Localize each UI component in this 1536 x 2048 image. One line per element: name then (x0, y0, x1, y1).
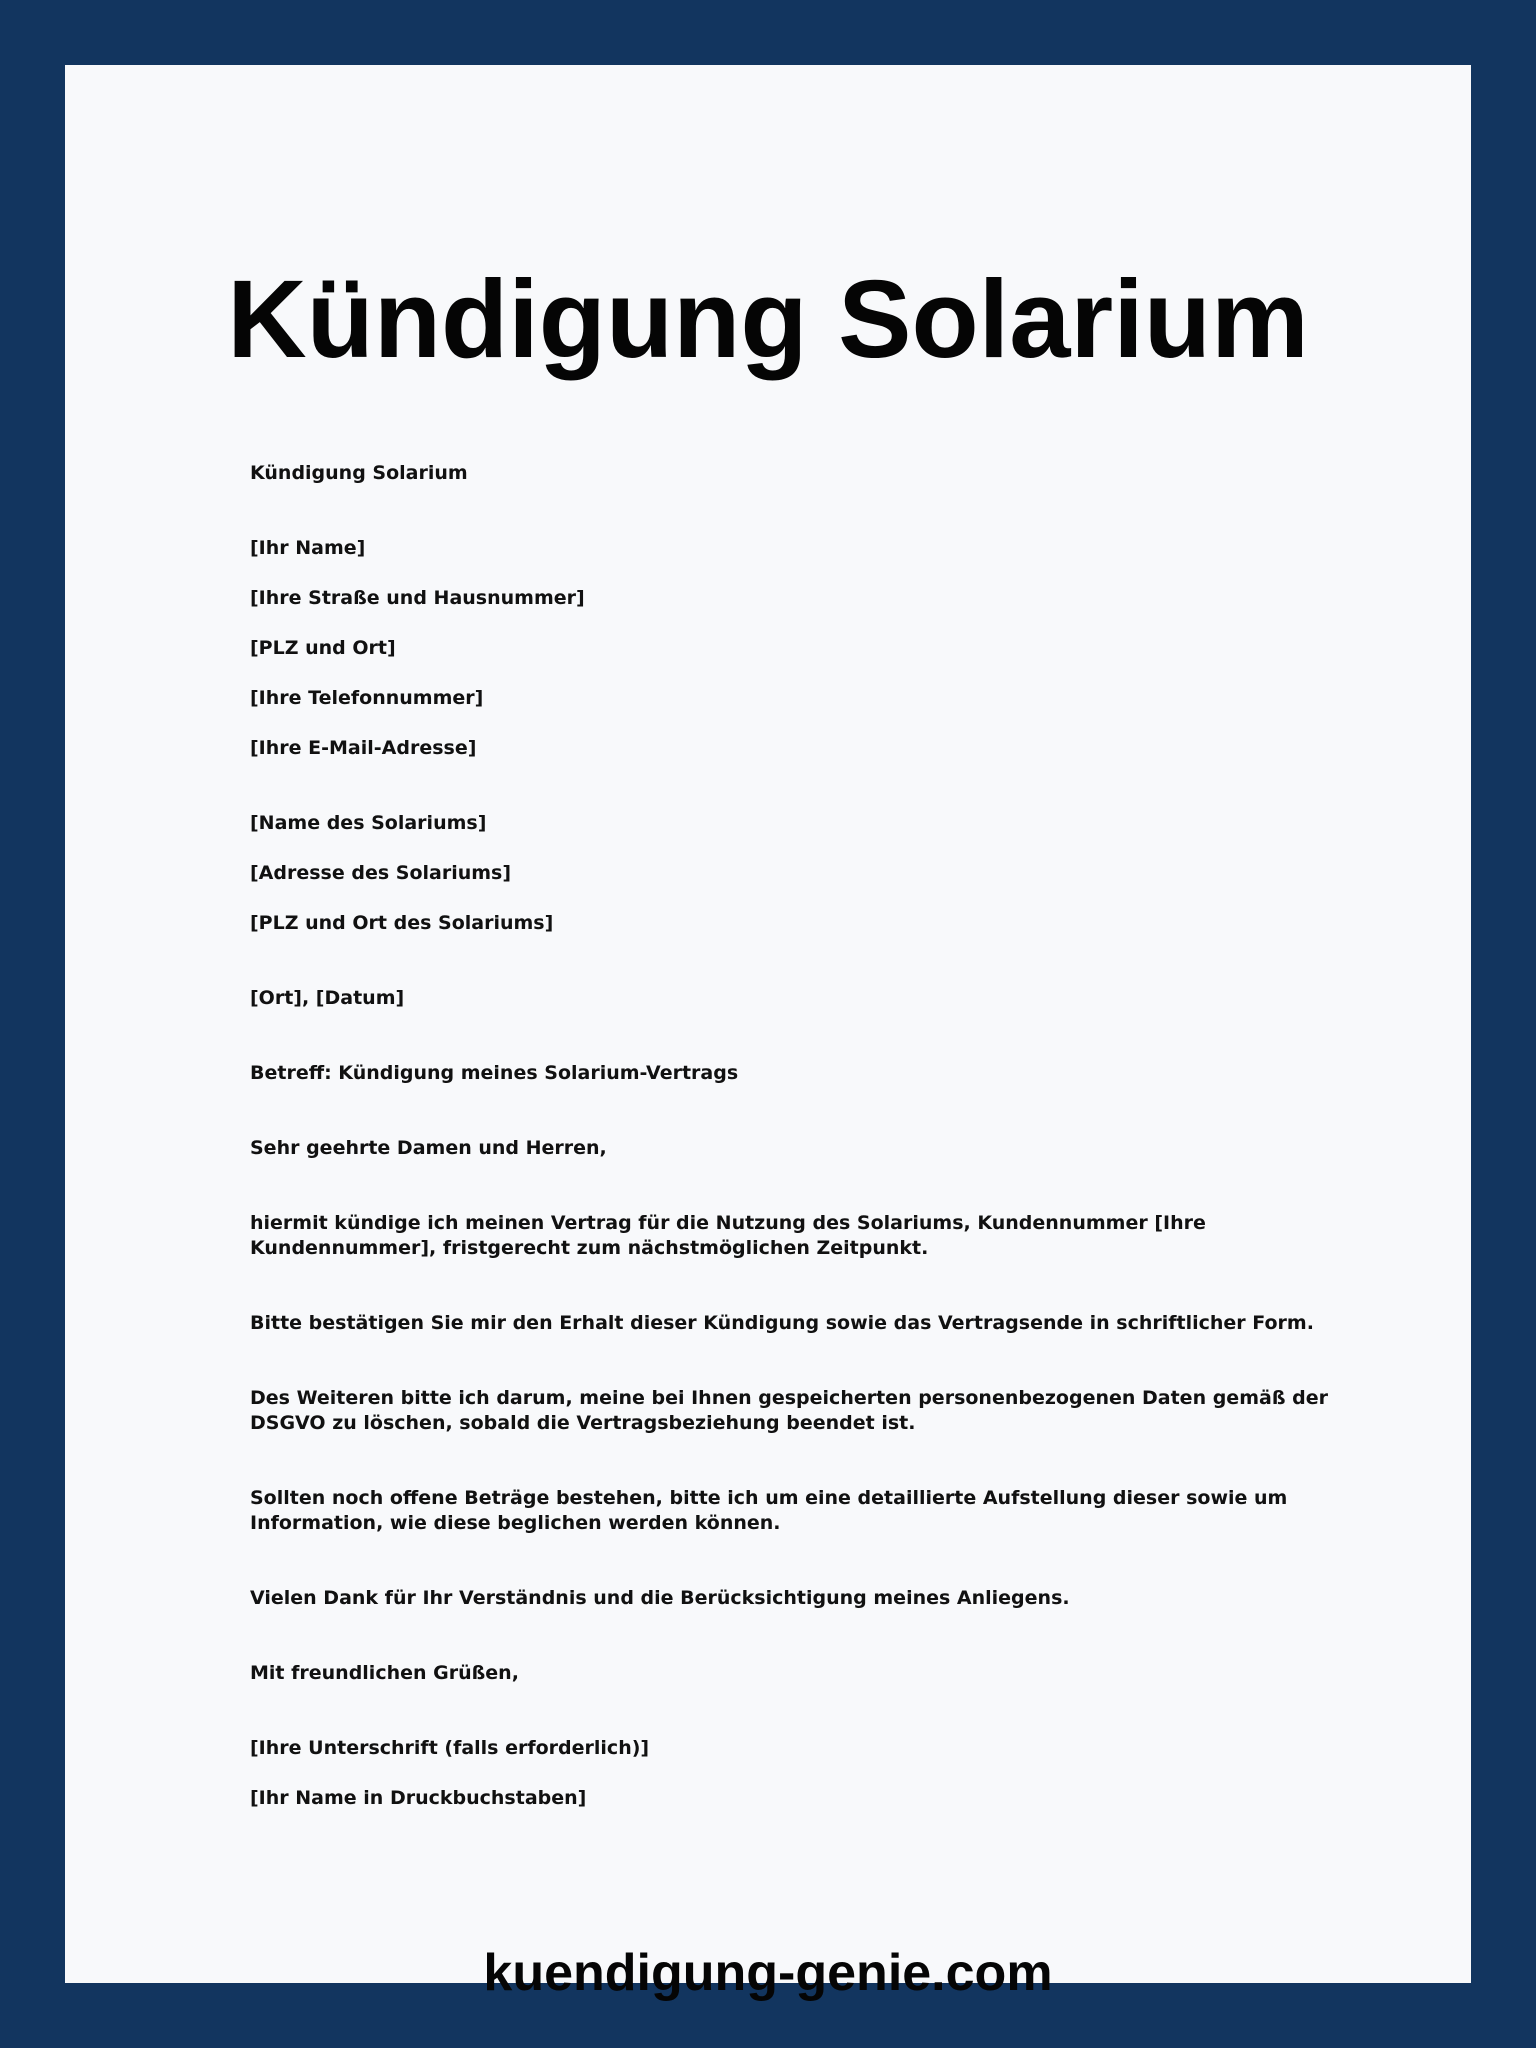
sender-city: [PLZ und Ort] (250, 637, 396, 659)
subject-line: Betreff: Kündigung meines Solarium-Vertrags (250, 1062, 739, 1084)
printed-name: [Ihr Name in Druckbuchstaben] (250, 1787, 587, 1809)
document-page (65, 65, 1471, 2002)
recipient-name: [Name des Solariums] (250, 812, 487, 834)
body-paragraph: hiermit kündige ich meinen Vertrag für die Nutzung des Solariums, Kundennummer [Ihre Kundennummer], fristgerecht zum nächstmöglichen Zeitpunkt. (250, 1212, 1206, 1259)
letter-body (250, 461, 1350, 1836)
sender-street: [Ihre Straße und Hausnummer] (250, 587, 585, 609)
salutation: Sehr geehrte Damen und Herren, (250, 1137, 607, 1159)
place-date: [Ort], [Datum] (250, 987, 405, 1009)
footer-website: kuendigung-genie.com (483, 1944, 1053, 2002)
sender-phone: [Ihre Telefonnummer] (250, 687, 484, 709)
body-paragraph: Vielen Dank für Ihr Verständnis und die Berücksichtigung meines Anliegens. (250, 1587, 1070, 1609)
recipient-city: [PLZ und Ort des Solariums] (250, 912, 554, 934)
page-title: Kündigung Solarium (227, 258, 1309, 381)
sender-name: [Ihr Name] (250, 537, 366, 559)
letter-heading: Kündigung Solarium (250, 462, 468, 484)
body-paragraph: Des Weiteren bitte ich darum, meine bei Ihnen gespeicherten personenbezogenen Daten gemäß der DSGVO zu löschen, sobald die Vertragsbeziehung beendet ist. (250, 1387, 1328, 1434)
body-paragraph: Sollten noch offene Beträge bestehen, bitte ich um eine detaillierte Aufstellung dieser sowie um Information, wie diese beglichen werden können. (250, 1487, 1288, 1534)
recipient-address: [Adresse des Solariums] (250, 862, 512, 884)
body-paragraph: Bitte bestätigen Sie mir den Erhalt dieser Kündigung sowie das Vertragsende in schriftlicher Form. (250, 1312, 1314, 1334)
closing: Mit freundlichen Grüßen, (250, 1662, 519, 1684)
signature-placeholder: [Ihre Unterschrift (falls erforderlich)] (250, 1737, 650, 1759)
sender-email: [Ihre E-Mail-Adresse] (250, 737, 477, 759)
